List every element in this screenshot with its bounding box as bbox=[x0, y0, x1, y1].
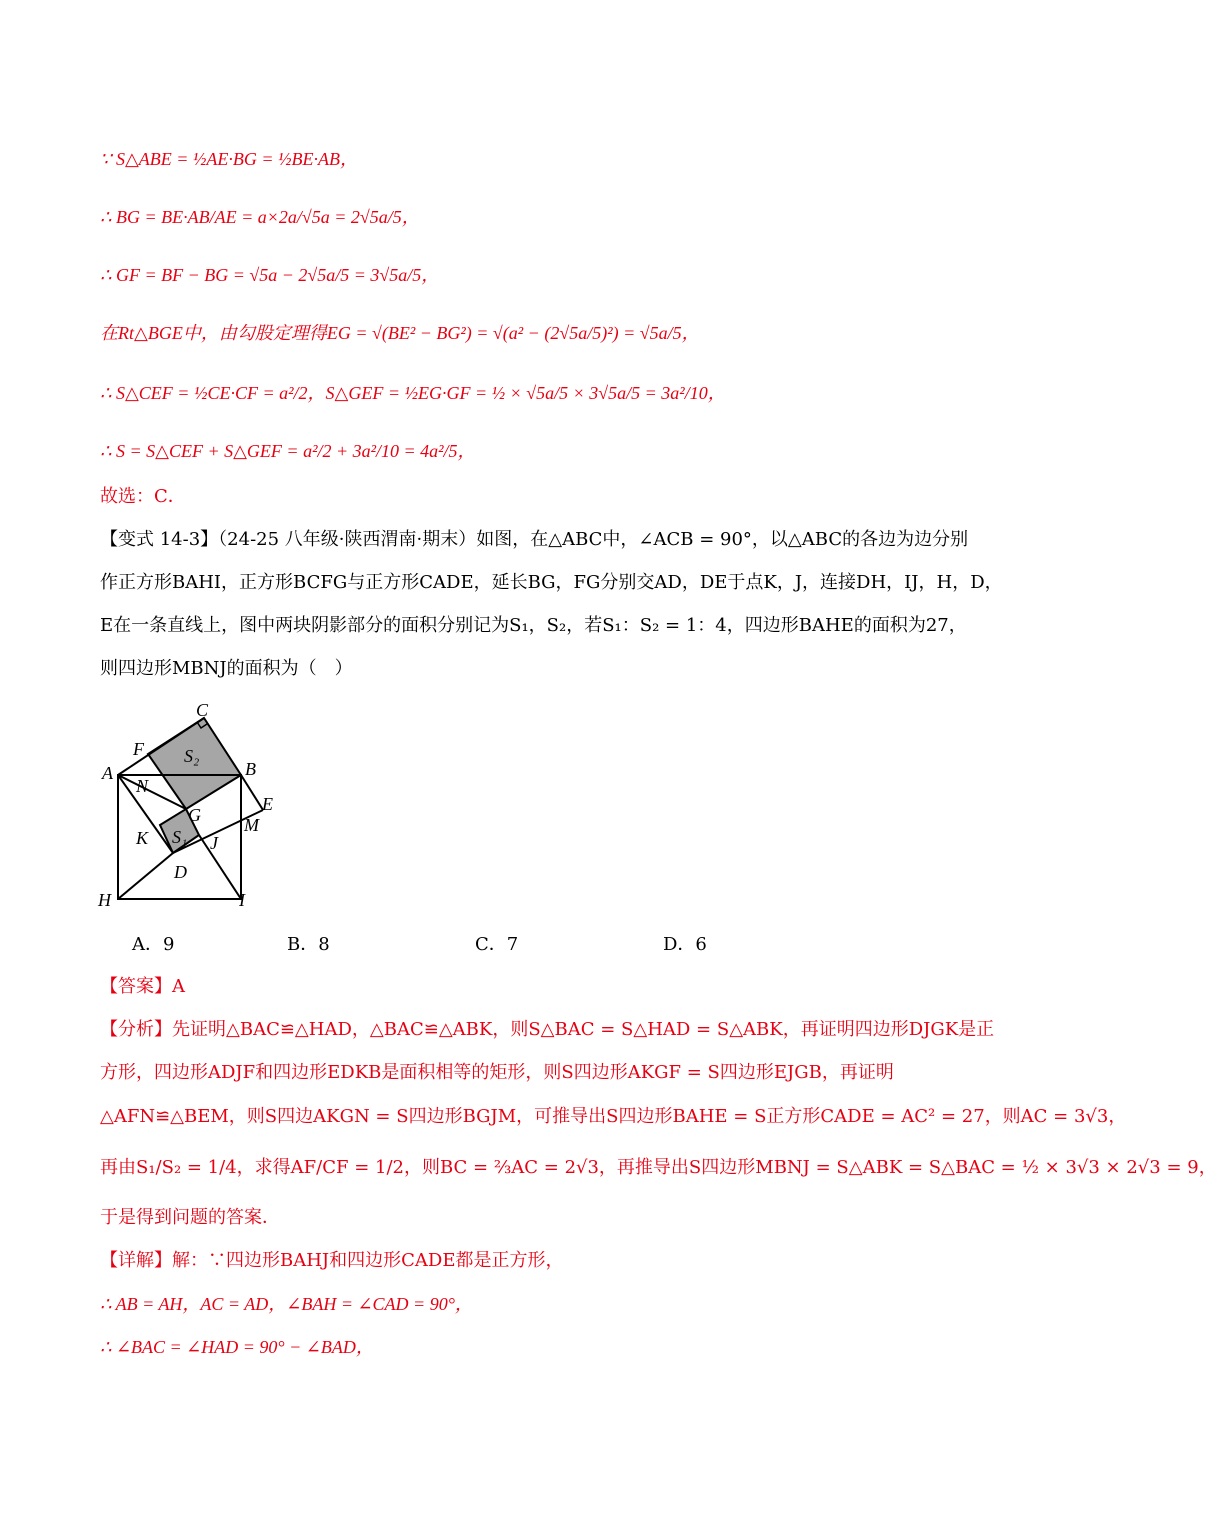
label-s1: S₁ bbox=[172, 827, 188, 847]
solution-line-6: ∴ S = S△CEF + S△GEF = a²/2 + 3a²/10 = 4a²/5， bbox=[100, 441, 476, 461]
analysis-line-4: 再由S₁/S₂ = 1/4，求得AF/CF = 1/2，则BC = ⅔AC = 2√3，再推导出S四边形MBNJ = S△ABK = S△BAC = ½ × 3√3 × 2√3 = 9， bbox=[100, 1157, 1217, 1178]
option-b[interactable]: B．8 bbox=[287, 934, 330, 955]
problem-line-1 bbox=[100, 527, 968, 553]
geometry-figure bbox=[96, 698, 286, 910]
label-n: N bbox=[136, 776, 149, 796]
solution-line-4: 在Rt△BGE中，由勾股定理得EG = √(BE² − BG²) = √(a² − (2√5a/5)²) = √5a/5， bbox=[100, 323, 700, 343]
problem-line-4: 则四边形MBNJ的面积为（ ） bbox=[100, 658, 353, 679]
line-be bbox=[241, 775, 263, 810]
label-c: C bbox=[196, 700, 209, 720]
solution-line-5: ∴ S△CEF = ½CE·CF = a²/2，S△GEF = ½EG·GF = ½ × √5a/5 × 3√5a/5 = 3a²/10， bbox=[100, 383, 726, 403]
detail-line-3: ∴ ∠BAC = ∠HAD = 90° − ∠BAD， bbox=[100, 1337, 374, 1357]
detail-line-2: ∴ AB = AH，AC = AD，∠BAH = ∠CAD = 90°， bbox=[100, 1294, 473, 1314]
line-hd bbox=[118, 853, 173, 899]
label-f: F bbox=[133, 739, 144, 759]
label-d: D bbox=[174, 862, 187, 882]
option-d[interactable]: D．6 bbox=[663, 934, 707, 955]
label-m: M bbox=[244, 815, 259, 835]
answer-line: 【答案】A bbox=[100, 976, 185, 997]
problem-line-2: 作正方形BAHI，正方形BCFG与正方形CADE，延长BG，FG分别交AD，DE于点K，J，连接DH，IJ，H，D， bbox=[100, 572, 1003, 593]
label-i: I bbox=[239, 890, 245, 910]
analysis-line-3: △AFN≌△BEM，则S四边AKGN = S四边形BGJM，可推导出S四边形BAHE = S正方形CADE = AC² = 27，则AC = 3√3， bbox=[100, 1106, 1127, 1127]
problem-line-3: E在一条直线上，图中两块阴影部分的面积分别记为S₁，S₂，若S₁：S₂ = 1：4，四边形BAHE的面积为27， bbox=[100, 615, 967, 636]
analysis-line-2: 方形，四边形ADJF和四边形EDKB是面积相等的矩形，则S四边形AKGF = S四边形EJGB，再证明 bbox=[100, 1062, 894, 1083]
line-ij bbox=[199, 835, 241, 899]
choice-result: 故选：C． bbox=[100, 486, 186, 507]
solution-line-2: ∴ BG = BE·AB/AE = a×2a/√5a = 2√5a/5， bbox=[100, 207, 420, 227]
problem-tag: 【变式 14-3】 bbox=[100, 529, 219, 550]
label-h: H bbox=[98, 890, 111, 910]
solution-line-3: ∴ GF = BF − BG = √5a − 2√5a/5 = 3√5a/5， bbox=[100, 265, 440, 285]
problem-text-1: （24-25 八年级·陕西渭南·期末）如图，在△ABC中，∠ACB = 90°，以△ABC的各边为边分别 bbox=[218, 529, 969, 550]
solution-line-1: ∵ S△ABE = ½AE·BG = ½BE·AB， bbox=[100, 149, 359, 169]
label-a: A bbox=[102, 763, 113, 783]
analysis-line-5: 于是得到问题的答案． bbox=[100, 1207, 280, 1228]
label-g: G bbox=[188, 805, 201, 825]
label-k: K bbox=[136, 828, 149, 848]
label-e: E bbox=[262, 794, 273, 814]
option-c[interactable]: C．7 bbox=[475, 934, 519, 955]
option-a[interactable]: A．9 bbox=[132, 934, 175, 955]
detail-line-1: 【详解】解：∵四边形BAHJ和四边形CADE都是正方形， bbox=[100, 1250, 564, 1271]
label-j: J bbox=[210, 833, 218, 853]
label-b: B bbox=[245, 759, 256, 779]
label-s2: S₂ bbox=[184, 746, 200, 766]
analysis-line-1: 【分析】先证明△BAC≌△HAD，△BAC≌△ABK，则S△BAC = S△HAD = S△ABK，再证明四边形DJGK是正 bbox=[100, 1019, 995, 1040]
